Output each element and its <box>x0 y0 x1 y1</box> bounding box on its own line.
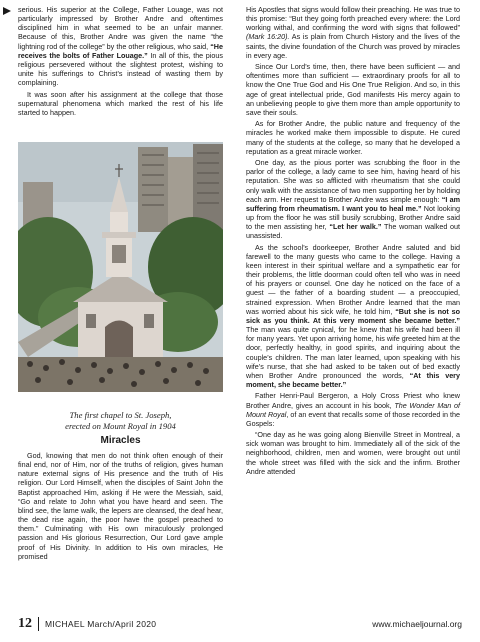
left-paragraph-1: serious. His superior at the College, Father Louage, was not particularly impressed by Brother Andre and oftentimes disciplined him in what seemed to be an unfair manner. Because of this, Brother Andre was given the name “the lightning rod of the college” by the other religious, who said, “He receives the bolts of Father Louage.” In all of this, the pious religious persevered without the slightest protest, wishing to unite his sufferings to Christ’s instead of wasting them by complaining. <box>18 5 223 88</box>
footer-divider <box>38 617 39 631</box>
right-column <box>246 5 460 476</box>
left-paragraph-2: It was soon after his assignment at the college that those supernatural phenomena which marked the rest of his life started to happen. <box>18 89 223 117</box>
right-paragraph-7: “One day as he was going along Bienville Street in Montreal, a sick woman was brought to him. Immediately all of the sick of the neighborhood, children, men and women, were brought out until the whole street was filled with the sick and the infirm. Brother Andre attended <box>246 430 460 476</box>
page-footer <box>18 616 462 632</box>
chapel-illustration <box>18 142 223 392</box>
website-link[interactable]: www.michaeljournal.org <box>372 619 462 629</box>
right-paragraph-3: As for Brother Andre, the public nature and frequency of the miracles he worked make them impossible to dispute. He cured many of the students at the college, so many that he developed a reputation as a great miracle worker. <box>246 119 460 156</box>
right-paragraph-5: As the school’s doorkeeper, Brother Andre saluted and bid farewell to the many guests who came to the college. Having a keen interest in their spiritual welfare and a sympathetic ear for their problems, the little doorman could often tell who was in need of his prayers or counsel. One day he noticed on the face of a guest — the father of a boarding student — a preoccupied, strained expression. When Brother Andre learned that the man was worried about his sick wife, he told him, “But she is not so sick as you think. At this very moment she became better.” The man was quite cynical, for he knew that his wife had been ill for many years. Yet upon arriving home, his wife greeted him at the door, perfectly healthy, in good spirits, and inquiring about the couple’s children. The man later learned, upon speaking with his wife’s nurse, that she had asked to be taken out of bed exactly when Brother Andre pronounced the words, “At this very moment, she became better.” <box>246 242 460 389</box>
photo-caption: The first chapel to St. Joseph, erected on Mount Royal in 1904 <box>65 410 176 431</box>
section-heading-miracles: Miracles <box>100 435 141 446</box>
miracles-paragraph-1: God, knowing that men do not think often enough of their final end, nor of Him, nor of the truths of religion, gives human nature external signs of His presence and the truth of His religion. Our Lord Himself, when the disciples of Saint John the Baptist approached Him, asking if He were the Messiah, said, “Go and relate to John what you have heard and seen. The blind see, the lame walk, the lepers are cleansed, the deaf hear, the dead rise again, the poor have the gospel preached to them.” Culminating with His own miraculously prolonged passion and His glorious Resurrection, Our Lord gave ample proof of His Divinity. In addition to His own miracles, He promised <box>18 451 223 561</box>
chapel-photo <box>18 142 223 392</box>
left-column-lower <box>18 451 223 561</box>
right-paragraph-1: His Apostles that signs would follow their preaching. He was true to this promise: “But they going forth preached every where: the Lord working withal, and confirming the word with signs that followed” (Mark 16:20). As is plain from Church History and the lives of the saints, the divine foundation of the Church was proved by miracles in every age. <box>246 5 460 60</box>
left-column <box>18 5 223 117</box>
page-number: 12 <box>18 616 32 631</box>
right-paragraph-4: One day, as the pious porter was scrubbing the floor in the parlor of the college, a lady came to see him, having heard of his reputation. She was so afflicted with rheumatism that she could only walk with the assistance of two men supporting her by holding each arm. Her request to Brother Andre was simple enough: “I am suffering from rheumatism. I want you to heal me.” Not looking up from the floor he was still busily scrubbing, Brother Andre said to the men assisting her, “Let her walk.” The woman walked out unassisted. <box>246 158 461 241</box>
right-paragraph-2: Since Our Lord’s time, then, there have been sufficient — and oftentimes more than sufficient — extraordinary proofs for all to know the One True God and His One True Religion. And so, in this age of great intellectual pride, God manifests His mercy again to an unbelieving people to give them more than ample opportunity to save their souls. <box>246 62 460 117</box>
magazine-issue: MICHAEL March/April 2020 <box>45 619 157 629</box>
right-paragraph-6: Father Henri-Paul Bergeron, a Holy Cross Priest who knew Brother Andre, gives an account in his book, The Wonder Man of Mount Royal, of an event that recalls some of those recorded in the Gospels: <box>246 391 460 428</box>
continuation-arrow-icon <box>3 7 11 15</box>
